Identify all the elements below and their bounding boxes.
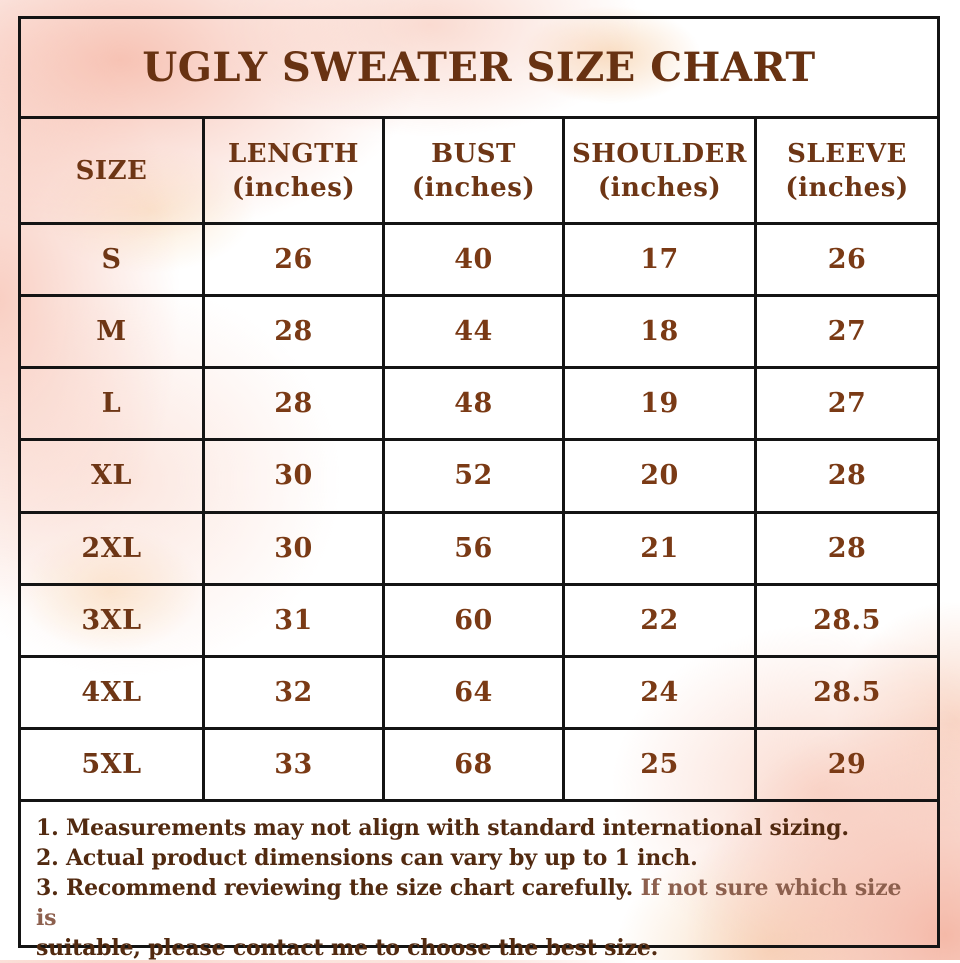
note-3-highlight: If not sure which size is [36,875,902,931]
header-label: SHOULDER [572,138,747,169]
size-cell: XL [21,441,205,510]
length-cell: 33 [205,730,385,799]
header-label: SIZE [75,155,148,186]
shoulder-cell: 21 [565,514,757,583]
length-cell: 32 [205,658,385,727]
bust-cell: 56 [385,514,565,583]
header-cell-sleeve [757,119,937,222]
size-cell: 3XL [21,586,205,655]
bust-cell: 68 [385,730,565,799]
bust-cell: 60 [385,586,565,655]
shoulder-cell: 25 [565,730,757,799]
length-cell: 31 [205,586,385,655]
size-cell: L [21,369,205,438]
sleeve-cell: 28 [827,460,867,492]
sleeve-cell: 28.5 [813,676,881,708]
sleeve-cell: 29 [827,748,867,780]
bust-cell: 64 [385,658,565,727]
size-cell: 4XL [21,658,205,727]
shoulder-cell: 17 [565,225,757,294]
sleeve-cell: 28 [827,532,867,564]
length-cell: 30 [205,514,385,583]
bust-cell: 52 [385,441,565,510]
length-cell: 26 [205,225,385,294]
header-cell-bust [385,119,565,222]
table-row [21,730,937,802]
shoulder-cell: 24 [565,658,757,727]
table-row [21,441,937,513]
header-label: BUST [431,138,516,169]
note-line-3 [36,873,923,963]
bust-cell: 48 [385,369,565,438]
size-cell: 5XL [21,730,205,799]
table-row [21,514,937,586]
note-line-2: 2. Actual product dimensions can vary by up to 1 inch. [36,845,698,871]
table-header-row [21,119,937,225]
header-label: LENGTH [228,138,359,169]
table-row [21,225,937,297]
size-cell: S [21,225,205,294]
header-cell-length [205,119,385,222]
length-cell: 28 [205,369,385,438]
header-sub: (inches) [785,172,909,203]
table-row [21,586,937,658]
length-cell: 30 [205,441,385,510]
size-chart-table [18,16,940,961]
length-cell: 28 [205,297,385,366]
table-row [21,658,937,730]
header-cell-shoulder [565,119,757,222]
header-sub: (inches) [231,172,356,203]
note-line-1: 1. Measurements may not align with standard international sizing. [36,815,849,841]
sleeve-cell: 27 [827,388,867,420]
size-cell: M [21,297,205,366]
note-3-prefix: 3. Recommend reviewing the size chart carefully. [36,875,641,901]
shoulder-cell: 18 [565,297,757,366]
shoulder-cell: 19 [565,369,757,438]
sleeve-cell: 26 [827,244,867,276]
sleeve-cell: 28.5 [813,604,881,636]
note-3-suffix: suitable, please contact me to choose the best size. [36,935,659,961]
table-row [21,297,937,369]
chart-title: UGLY SWEATER SIZE CHART [142,44,816,91]
header-label: SLEEVE [787,138,907,169]
sleeve-cell: 27 [827,316,867,348]
chart-title-row [21,19,937,119]
header-cell-size [21,119,205,222]
bust-cell: 44 [385,297,565,366]
shoulder-cell: 22 [565,586,757,655]
notes-section [21,802,937,961]
bust-cell: 40 [385,225,565,294]
size-cell: 2XL [21,514,205,583]
shoulder-cell: 20 [565,441,757,510]
header-sub: (inches) [411,172,536,203]
header-sub: (inches) [597,172,722,203]
table-row [21,369,937,441]
